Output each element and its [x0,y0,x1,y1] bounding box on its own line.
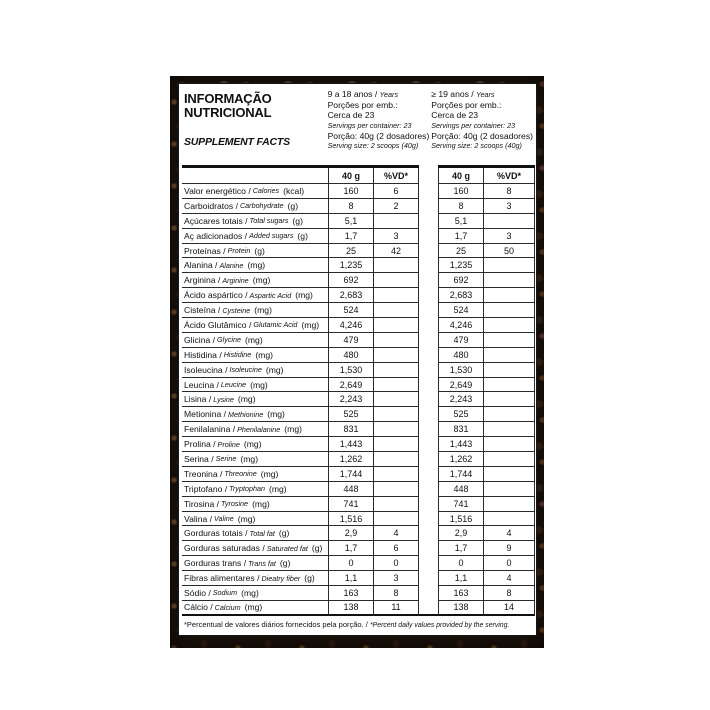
dv-cell-2 [484,318,535,333]
column-gap [419,273,438,288]
dv-cell-2: 50 [484,244,535,259]
amount-cell-1: 480 [329,348,374,363]
amount-cell-2: 138 [438,601,484,616]
portion-pt: Porção: 40g (2 dosadores) [431,130,533,141]
amount-cell-2: 448 [438,482,484,497]
row-label: Gorduras totais / Total fat (g) [182,526,329,541]
table-rows [182,184,535,616]
amount-cell-1: 2,9 [329,526,374,541]
table-row [182,288,535,303]
row-label: Metionina / Methionine (mg) [182,407,329,422]
row-label: Prolina / Proline (mg) [182,437,329,452]
row-label: Arginina / Arginine (mg) [182,273,329,288]
amount-cell-2: 479 [438,333,484,348]
amount-cell-1: 1,744 [329,467,374,482]
dv-cell-1 [374,407,419,422]
panel-title [184,92,328,119]
table-row [182,333,535,348]
column-gap [419,168,438,184]
amount-cell-2: 8 [438,199,484,214]
amount-cell-1: 25 [329,244,374,259]
table-row [182,467,535,482]
column-gap [419,244,438,259]
amount-cell-1: 160 [329,184,374,199]
table-row [182,571,535,586]
amount-cell-2: 1,516 [438,512,484,527]
amount-cell-1: 741 [329,497,374,512]
column-gap [419,363,438,378]
table-row [182,363,535,378]
dv-cell-2: 8 [484,586,535,601]
amount-cell-1: 1,443 [329,437,374,452]
dv-cell-1 [374,422,419,437]
amount-cell-1: 8 [329,199,374,214]
serving-header-group-1 [328,89,432,163]
column-gap [419,482,438,497]
row-label: Serina / Serine (mg) [182,452,329,467]
amount-cell-1: 479 [329,333,374,348]
footnote-pt: *Percentual de valores diários fornecidos pela porção. / [184,619,368,629]
dv-cell-1 [374,214,419,229]
amount-cell-2: 1,530 [438,363,484,378]
amount-cell-1: 524 [329,303,374,318]
amount-cell-1: 1,530 [329,363,374,378]
amount-cell-1: 2,683 [329,288,374,303]
row-label: Gorduras trans / Trans fat (g) [182,556,329,571]
dv-cell-1 [374,378,419,393]
table-row [182,273,535,288]
dv-cell-2 [484,512,535,527]
dv-cell-2: 4 [484,571,535,586]
row-label: Alanina / Alanine (mg) [182,258,329,273]
column-gap [419,526,438,541]
amount-cell-2: 5,1 [438,214,484,229]
dv-cell-2 [484,437,535,452]
amount-cell-1: 2,243 [329,392,374,407]
panel-title-block [182,89,328,163]
table-row [182,392,535,407]
table-row [182,512,535,527]
amount-cell-1: 1,1 [329,571,374,586]
dv-cell-1: 6 [374,184,419,199]
table-row [182,601,535,616]
amount-cell-2: 1,7 [438,229,484,244]
dv-cell-2: 0 [484,556,535,571]
table-row [182,199,535,214]
column-gap [419,303,438,318]
dv-cell-1 [374,482,419,497]
dv-cell-1: 2 [374,199,419,214]
row-label: Fenilalanina / Phenilalanine (mg) [182,422,329,437]
amount-column-header-2: 40 g [438,168,484,184]
dv-cell-2: 9 [484,541,535,556]
dv-cell-1: 0 [374,556,419,571]
row-label: Carboidratos / Carbohydrate (g) [182,199,329,214]
dv-column-header-1: %VD* [374,168,419,184]
column-gap [419,318,438,333]
dv-cell-2 [484,497,535,512]
amount-cell-2: 741 [438,497,484,512]
dv-cell-1: 6 [374,541,419,556]
dv-cell-1 [374,467,419,482]
dv-cell-1 [374,258,419,273]
dv-cell-1: 11 [374,601,419,616]
amount-cell-2: 1,235 [438,258,484,273]
dv-cell-2 [484,422,535,437]
row-label: Treonina / Threonine (mg) [182,467,329,482]
amount-cell-2: 2,683 [438,288,484,303]
row-label: Gorduras saturadas / Saturated fat (g) [182,541,329,556]
amount-cell-2: 2,649 [438,378,484,393]
column-gap [419,288,438,303]
dv-cell-1: 42 [374,244,419,259]
row-label: Ácido Glutâmico / Glutamic Acid (mg) [182,318,329,333]
dv-cell-1: 8 [374,586,419,601]
table-row [182,318,535,333]
dv-cell-1: 4 [374,526,419,541]
nutrition-table [182,168,535,616]
amount-column-header-1: 40 g [329,168,374,184]
dv-cell-2 [484,303,535,318]
dv-cell-2 [484,363,535,378]
dv-cell-2: 14 [484,601,535,616]
amount-cell-1: 831 [329,422,374,437]
dv-cell-2 [484,482,535,497]
column-gap [419,184,438,199]
dv-cell-2 [484,407,535,422]
dv-cell-1: 3 [374,229,419,244]
amount-cell-2: 1,262 [438,452,484,467]
dv-cell-2 [484,288,535,303]
dv-cell-2 [484,452,535,467]
dv-cell-2 [484,258,535,273]
table-row [182,258,535,273]
table-row [182,482,535,497]
dv-cell-1 [374,452,419,467]
age-range-en: Years [379,90,399,99]
footnote [182,620,533,629]
row-label: Triptofano / Tryptophan (mg) [182,482,329,497]
dv-cell-1 [374,273,419,288]
amount-cell-1: 4,246 [329,318,374,333]
amount-cell-2: 692 [438,273,484,288]
amount-cell-2: 480 [438,348,484,363]
age-range-pt: ≥ 19 anos / [431,89,474,99]
row-label: Aç adicionados / Added sugars (g) [182,229,329,244]
amount-cell-1: 692 [329,273,374,288]
column-gap [419,497,438,512]
column-header-spacer [182,168,329,184]
column-gap [419,392,438,407]
dv-cell-1 [374,392,419,407]
dv-column-header-2: %VD* [484,168,535,184]
amount-cell-1: 1,7 [329,229,374,244]
row-label: Cisteína / Cysteine (mg) [182,303,329,318]
portion-en: Serving size: 2 scoops (40g) [431,141,522,151]
row-label: Glicina / Glycine (mg) [182,333,329,348]
dv-cell-2 [484,467,535,482]
servings-en: Servings per container: 23 [431,120,516,130]
dv-cell-2 [484,348,535,363]
column-gap [419,258,438,273]
row-label: Histidina / Histidine (mg) [182,348,329,363]
dv-cell-2 [484,392,535,407]
column-gap [419,556,438,571]
amount-cell-1: 5,1 [329,214,374,229]
column-gap [419,512,438,527]
title-line-1: INFORMAÇÃO [184,91,272,106]
amount-cell-2: 1,1 [438,571,484,586]
panel-header [182,89,533,163]
servings-en: Servings per container: 23 [327,120,412,130]
dv-cell-1 [374,437,419,452]
column-gap [419,422,438,437]
amount-cell-1: 138 [329,601,374,616]
row-label: Proteínas / Protein (g) [182,244,329,259]
amount-cell-2: 0 [438,556,484,571]
amount-cell-2: 1,744 [438,467,484,482]
table-row [182,422,535,437]
row-label: Sódio / Sodium (mg) [182,586,329,601]
row-label: Fibras alimentares / Dieatry fiber (g) [182,571,329,586]
dv-cell-2: 3 [484,229,535,244]
footnote-en: *Percent daily values provided by the serving. [369,621,510,629]
table-row [182,526,535,541]
column-gap [419,467,438,482]
row-label: Valina / Valine (mg) [182,512,329,527]
column-gap [419,214,438,229]
dv-cell-2: 3 [484,199,535,214]
column-gap [419,229,438,244]
table-row [182,244,535,259]
column-gap [419,541,438,556]
title-line-2: NUTRICIONAL [184,104,272,120]
row-label: Lisina / Lysine (mg) [182,392,329,407]
table-row [182,214,535,229]
column-gap [419,452,438,467]
row-label: Leucina / Leucine (mg) [182,378,329,393]
amount-cell-1: 448 [329,482,374,497]
column-gap [419,199,438,214]
dv-cell-1 [374,497,419,512]
amount-cell-2: 25 [438,244,484,259]
dv-cell-2 [484,378,535,393]
amount-cell-2: 2,243 [438,392,484,407]
row-label: Ácido aspártico / Aspartic Acid (mg) [182,288,329,303]
amount-cell-1: 163 [329,586,374,601]
table-row [182,452,535,467]
column-gap [419,407,438,422]
nutrition-facts-panel [178,83,537,636]
amount-cell-2: 2,9 [438,526,484,541]
table-row [182,303,535,318]
dv-cell-2: 8 [484,184,535,199]
row-label: Tirosina / Tyrosine (mg) [182,497,329,512]
amount-cell-1: 1,235 [329,258,374,273]
column-header-row [182,168,535,184]
dv-cell-1 [374,318,419,333]
dv-cell-1 [374,333,419,348]
table-row [182,497,535,512]
amount-cell-2: 525 [438,407,484,422]
amount-cell-2: 831 [438,422,484,437]
dv-cell-1: 3 [374,571,419,586]
servings-pt-1: Porções por emb.: [327,100,398,111]
dv-cell-1 [374,303,419,318]
amount-cell-1: 1,7 [329,541,374,556]
amount-cell-2: 1,443 [438,437,484,452]
portion-pt: Porção: 40g (2 dosadores) [327,130,430,141]
amount-cell-1: 0 [329,556,374,571]
amount-cell-1: 1,516 [329,512,374,527]
table-row [182,541,535,556]
dv-cell-1 [374,512,419,527]
row-label: Cálcio / Calcium (mg) [182,601,329,616]
amount-cell-1: 525 [329,407,374,422]
dv-cell-2: 4 [484,526,535,541]
amount-cell-2: 160 [438,184,484,199]
column-gap [419,333,438,348]
dv-cell-2 [484,214,535,229]
column-gap [419,348,438,363]
row-label: Isoleucina / Isoleucine (mg) [182,363,329,378]
table-row [182,184,535,199]
amount-cell-2: 4,246 [438,318,484,333]
dv-cell-1 [374,288,419,303]
amount-cell-2: 524 [438,303,484,318]
age-range-pt: 9 a 18 anos / [327,89,378,99]
servings-pt-1: Porções por emb.: [431,100,502,111]
age-range-en: Years [476,90,495,99]
amount-cell-1: 1,262 [329,452,374,467]
row-label: Açúcares totais / Total sugars (g) [182,214,329,229]
amount-cell-2: 163 [438,586,484,601]
servings-pt-2: Cerca de 23 [327,110,375,121]
table-row [182,407,535,422]
table-row [182,348,535,363]
table-row [182,437,535,452]
column-gap [419,571,438,586]
dv-cell-2 [484,333,535,348]
amount-cell-2: 1,7 [438,541,484,556]
table-row [182,229,535,244]
dv-cell-1 [374,348,419,363]
portion-en: Serving size: 2 scoops (40g) [327,141,419,151]
panel-title-en: SUPPLEMENT FACTS [184,136,290,148]
column-gap [419,437,438,452]
serving-header-group-2 [431,89,533,163]
amount-cell-1: 2,649 [329,378,374,393]
dv-cell-1 [374,363,419,378]
column-gap [419,601,438,616]
column-gap [419,378,438,393]
column-gap [419,586,438,601]
table-row [182,556,535,571]
table-row [182,586,535,601]
dv-cell-2 [484,273,535,288]
table-row [182,378,535,393]
row-label: Valor energético / Calories (kcal) [182,184,329,199]
servings-pt-2: Cerca de 23 [431,110,479,121]
